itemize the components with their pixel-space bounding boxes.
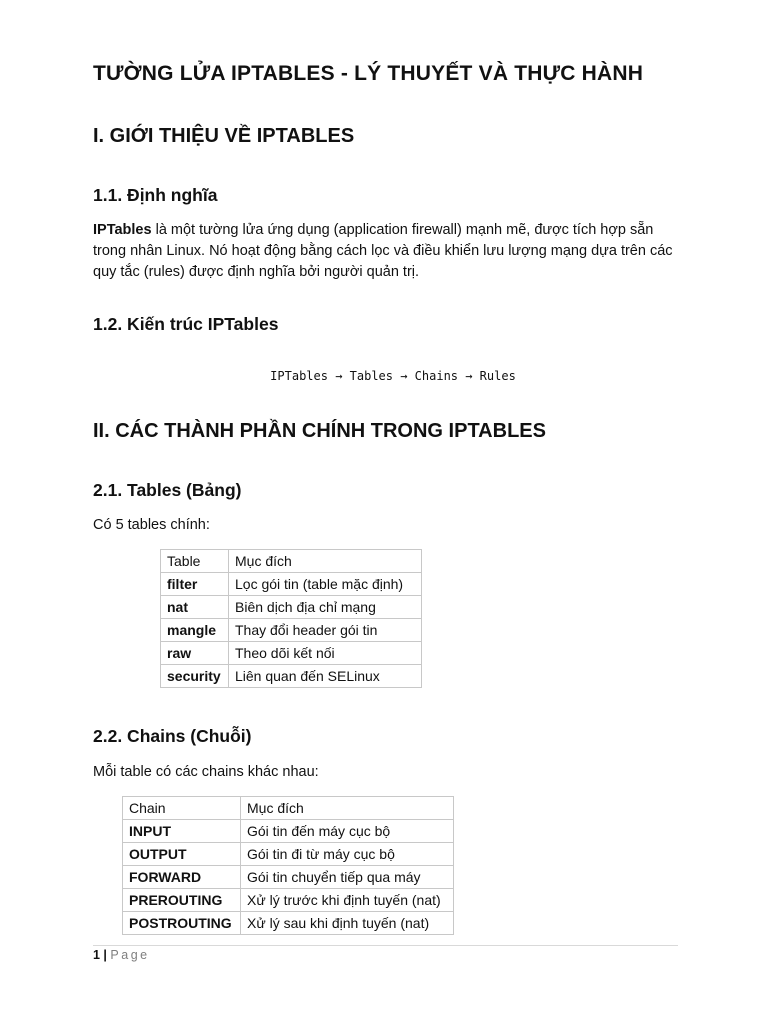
chains-intro: Mỗi table có các chains khác nhau: [93,764,319,780]
table-header-cell: Table [161,550,229,573]
definition-paragraph [93,220,673,283]
table-row [161,596,422,619]
chain-cell-purpose: Xử lý trước khi định tuyến (nat) [241,889,454,912]
chain-cell-name: INPUT [123,820,241,843]
table-header-cell: Mục đích [229,550,422,573]
chains-table [122,796,454,935]
table-cell-purpose: Thay đổi header gói tin [229,619,422,642]
table-row [161,665,422,688]
chain-cell-purpose: Gói tin đến máy cục bộ [241,820,454,843]
table-cell-name: filter [161,573,229,596]
table-cell-name: raw [161,642,229,665]
footer-separator: | [99,948,111,962]
subsection-2-1-heading: 2.1. Tables (Bảng) [93,480,242,500]
table-cell-purpose: Lọc gói tin (table mặc định) [229,573,422,596]
section-1-heading: I. GIỚI THIỆU VỀ IPTABLES [93,125,355,147]
table-header-row [161,550,422,573]
table-header-row [123,797,454,820]
section-2-heading: II. CÁC THÀNH PHẦN CHÍNH TRONG IPTABLES [93,420,546,442]
subsection-1-2-heading: 1.2. Kiến trúc IPTables [93,314,279,334]
term-iptables: IPTables [93,222,152,238]
table-row [123,866,454,889]
tables-intro: Có 5 tables chính: [93,517,210,533]
table-header-cell: Chain [123,797,241,820]
tables-table [160,549,422,688]
table-cell-purpose: Theo dõi kết nối [229,642,422,665]
footer-divider [93,945,678,946]
subsection-2-2-heading: 2.2. Chains (Chuỗi) [93,726,252,746]
table-header-cell: Mục đích [241,797,454,820]
table-row [161,619,422,642]
table-cell-purpose: Biên dịch địa chỉ mạng [229,596,422,619]
table-row [123,820,454,843]
table-cell-name: nat [161,596,229,619]
chain-cell-name: PREROUTING [123,889,241,912]
table-row [123,843,454,866]
document-title: TƯỜNG LỬA IPTABLES - LÝ THUYẾT VÀ THỰC HÀNH [93,62,644,85]
table-row [123,912,454,935]
definition-text: là một tường lửa ứng dụng (application firewall) mạnh mẽ, được tích hợp sẵn trong nhân Linux. Nó hoạt động bằng cách lọc và điều khiển lưu lượng mạng dựa trên các quy tắc (rules) được định nghĩa bởi người quản trị. [93,222,673,280]
table-row [161,642,422,665]
architecture-code: IPTables → Tables → Chains → Rules [270,369,516,383]
table-cell-name: security [161,665,229,688]
chain-cell-purpose: Gói tin chuyển tiếp qua máy [241,866,454,889]
chain-cell-purpose: Xử lý sau khi định tuyến (nat) [241,912,454,935]
chain-cell-name: FORWARD [123,866,241,889]
table-row [123,889,454,912]
table-cell-name: mangle [161,619,229,642]
chain-cell-name: OUTPUT [123,843,241,866]
subsection-1-1-heading: 1.1. Định nghĩa [93,185,218,205]
page-number: 1 [93,948,100,962]
page-footer [93,948,150,962]
page-label: Page [110,948,150,962]
chain-cell-purpose: Gói tin đi từ máy cục bộ [241,843,454,866]
chain-cell-name: POSTROUTING [123,912,241,935]
table-row [161,573,422,596]
table-cell-purpose: Liên quan đến SELinux [229,665,422,688]
